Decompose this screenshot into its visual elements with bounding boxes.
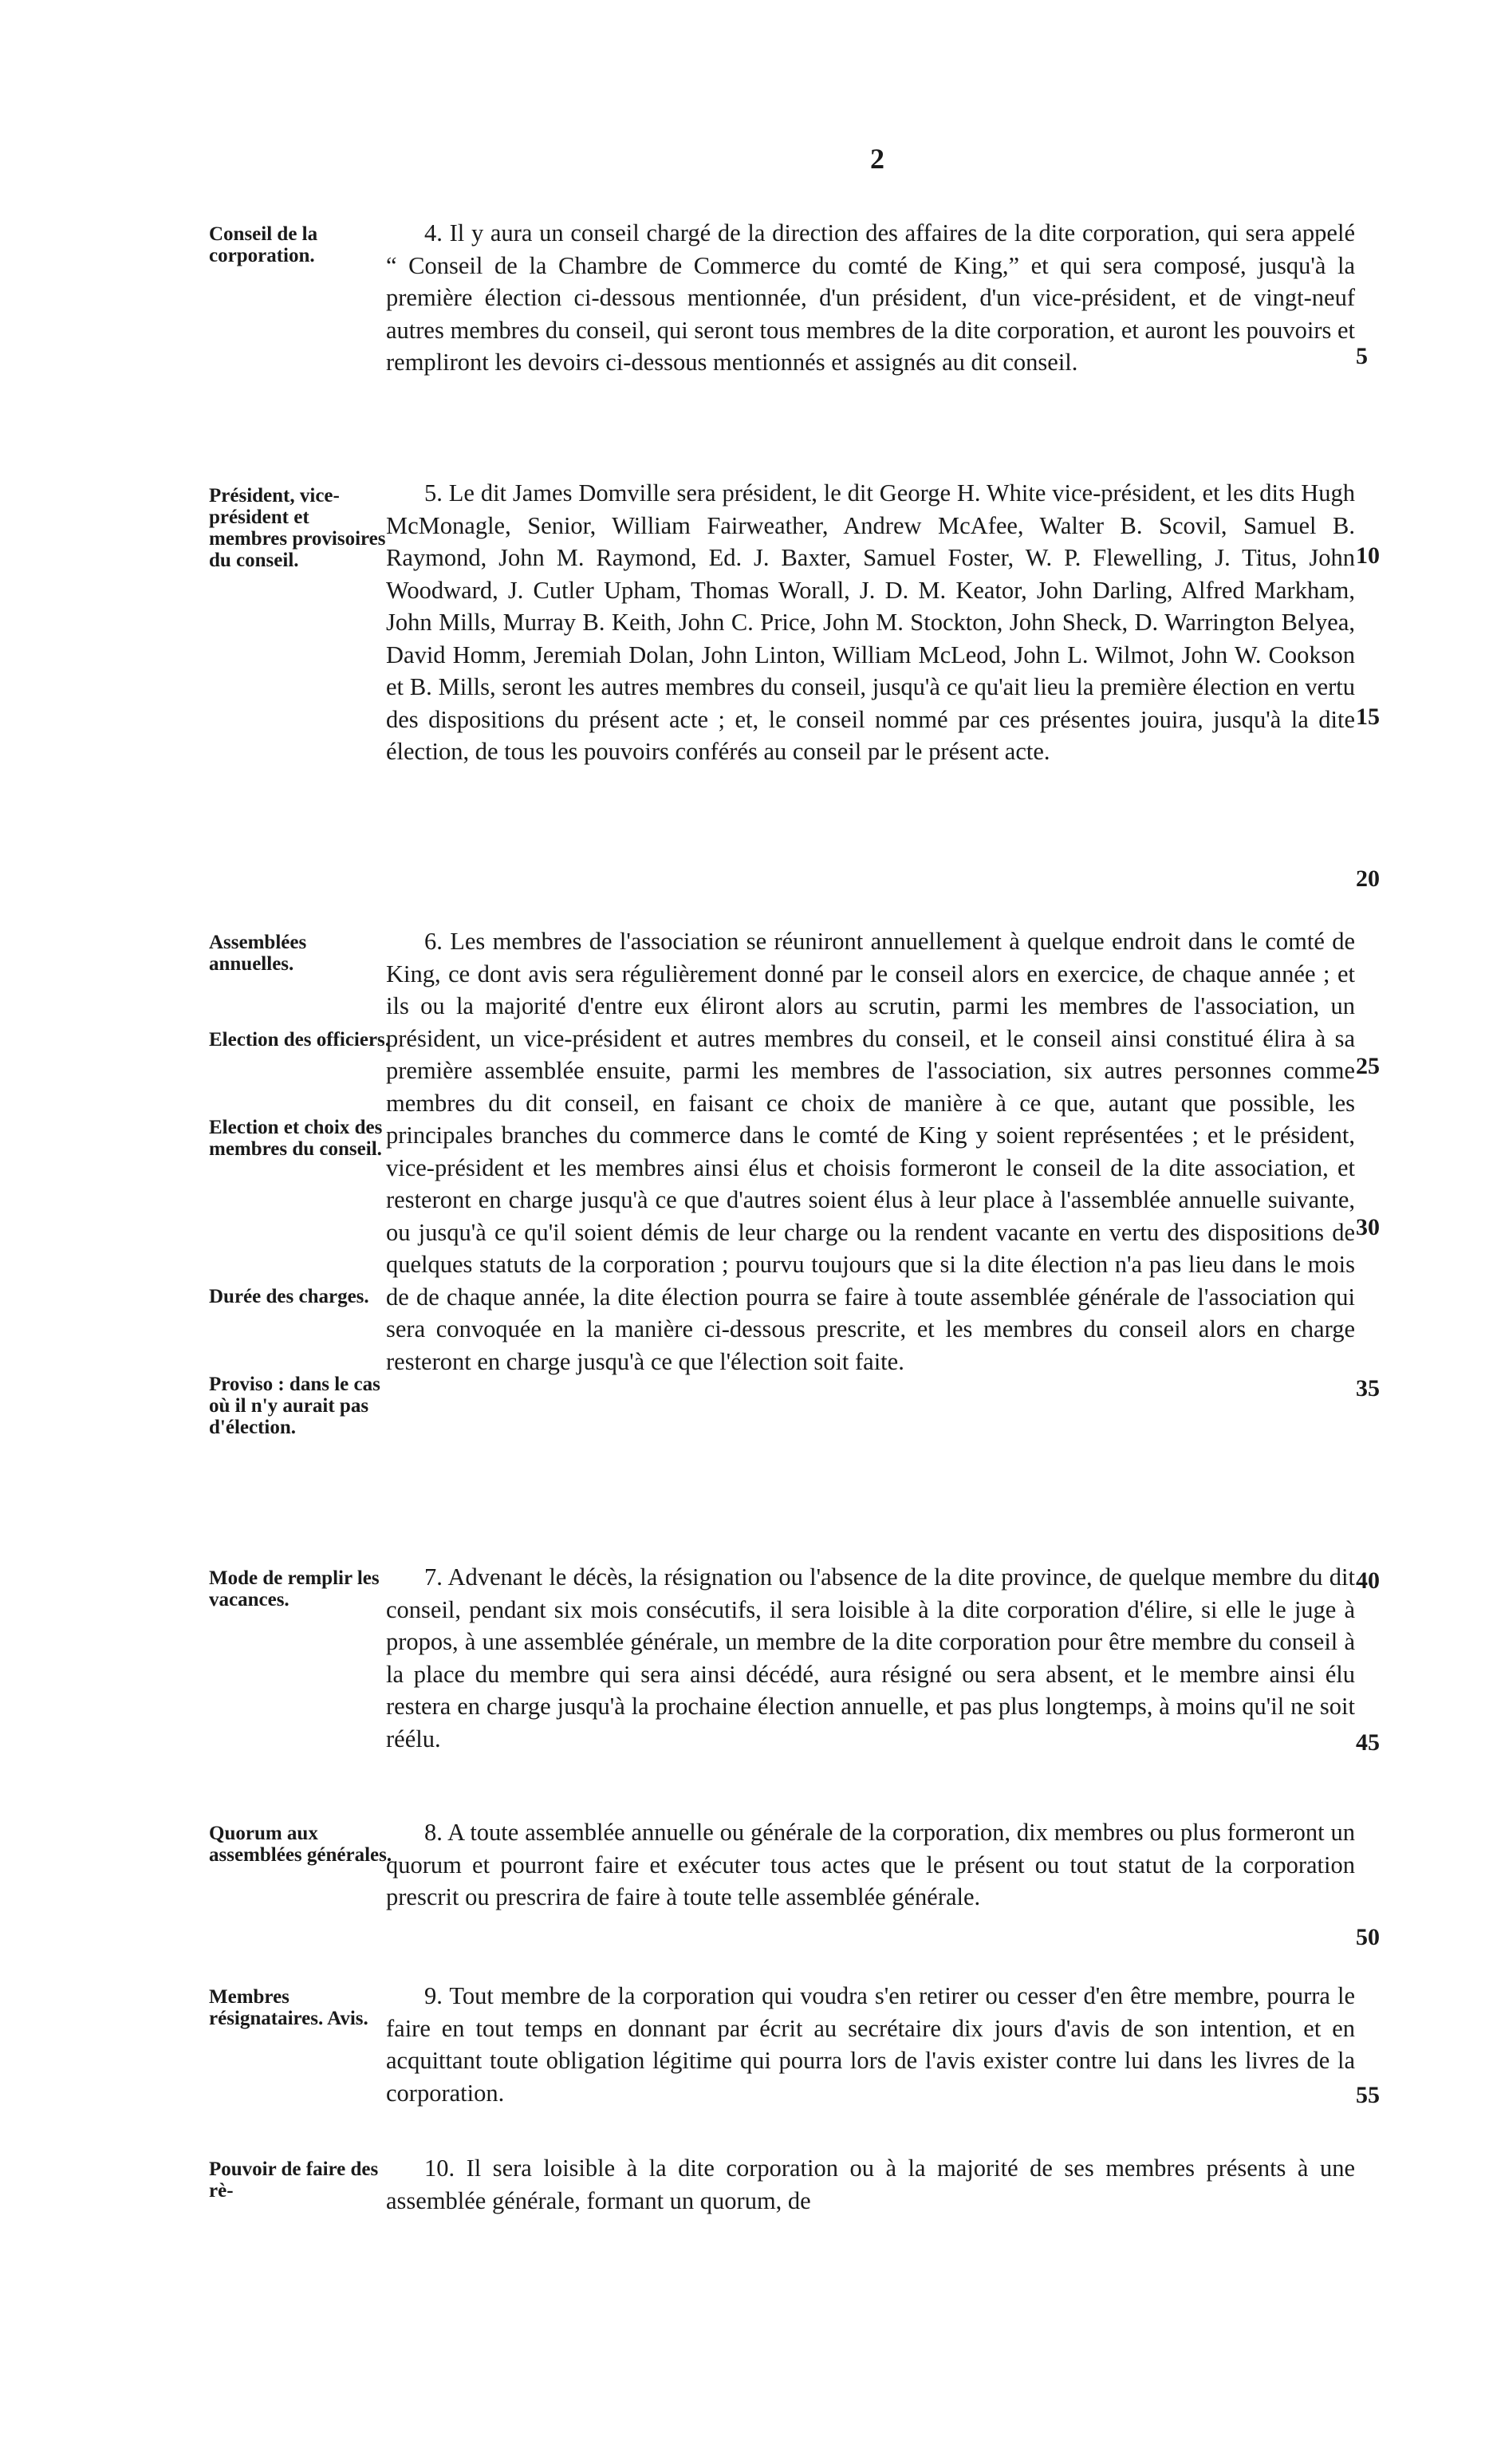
sidenote-membres-resignataires: Membres résignataires. Avis. [209, 1986, 368, 2029]
paragraph-6 [386, 925, 1355, 1378]
paragraph-4 [386, 217, 1355, 379]
sidenote-vacances: Mode de remplir les vacances. [209, 1567, 380, 1610]
page-number: 2 [870, 143, 884, 175]
paragraph-5-text: 5. Le dit James Domville sera président, le dit George H. White vice-président, et les dits Hugh McMonagle, Senior, William Fairweather, Andrew McAfee, Walter B. Scovil, Samuel B. Raymond, John M. Raymond, Ed. J. Baxter, Samuel Foster, W. P. Flewelling, J. Titus, John Woodward, J. Cutler Upham, Thomas Worall, J. D. M. Keator, John Darling, Alfred Markham, John Mills, Murray B. Keith, John C. Price, John M. Stockton, John Sheck, D. Warrington Belyea, David Homm, Jeremiah Dolan, John Linton, William McLeod, John L. Wilmot, John W. Cookson et B. Mills, seront les autres membres du conseil, jusqu'à ce qu'ait lieu la première élection en vertu des dispositions du présent acte ; et, le conseil nommé par ces présentes jouira, jusqu'à la dite élection, de tous les pouvoirs conférés au conseil par le présent acte. [386, 479, 1355, 765]
sidenote-election-officiers: Election des officiers. [209, 1029, 391, 1051]
paragraph-8-text: 8. A toute assemblée annuelle ou générale de la corporation, dix membres ou plus formeront un quorum et pourront faire et exécuter tous actes que le présent ou tout statut de la corporation prescrit ou prescrira de faire à toute telle assemblée générale. [386, 1819, 1355, 1910]
line-number: 55 [1356, 2082, 1380, 2108]
line-number: 45 [1356, 1729, 1380, 1756]
sidenote-quorum: Quorum aux assemblées générales. [209, 1823, 392, 1866]
paragraph-9 [386, 1980, 1355, 2109]
paragraph-10-text: 10. Il sera loisible à la dite corporation ou à la majorité de ses membres présents à une assemblée générale, formant un quorum, de [386, 2155, 1355, 2214]
sidenote-proviso: Proviso : dans le cas où il n'y aurait pas d'élection. [209, 1374, 380, 1438]
paragraph-5 [386, 477, 1355, 768]
line-number: 10 [1356, 542, 1380, 569]
paragraph-4-text: 4. Il y aura un conseil chargé de la direction des affaires de la dite corporation, qui sera appelé “ Conseil de la Chambre de Commerce du comté de King,” et qui sera composé, jusqu'à la première élection ci-dessous mentionnée, d'un président, d'un vice-président, et de vingt-neuf autres membres du conseil, qui seront tous membres de la dite corporation, et auront les pouvoirs et rempliront les devoirs ci-dessous mentionnés et assignés au dit conseil. [386, 219, 1355, 376]
paragraph-7-text: 7. Advenant le décès, la résignation ou l'absence de la dite province, de quelque membre du dit conseil, pendant six mois consécutifs, il sera loisible à la dite corporation d'élire, si elle le juge à propos, à une assemblée générale, un membre de la dite corporation pour être membre du conseil à la place du membre qui sera ainsi décédé, aura résigné ou sera absent, et le membre ainsi élu restera en charge jusqu'à la prochaine élection annuelle, et pas plus longtemps, à moins qu'il ne soit réélu. [386, 1563, 1355, 1752]
sidenote-conseil: Conseil de la corporation. [209, 223, 318, 266]
line-number: 25 [1356, 1053, 1380, 1079]
sidenote-election-membres: Election et choix des membres du conseil. [209, 1117, 383, 1160]
line-number: 5 [1356, 343, 1368, 369]
line-number: 50 [1356, 1924, 1380, 1950]
line-number: 20 [1356, 865, 1380, 892]
line-number: 30 [1356, 1214, 1380, 1240]
paragraph-10 [386, 2152, 1355, 2217]
sidenote-duree: Durée des charges. [209, 1286, 369, 1307]
sidenote-assemblees: Assemblées annuelles. [209, 932, 307, 975]
line-number: 15 [1356, 704, 1380, 730]
line-number: 35 [1356, 1375, 1380, 1402]
paragraph-6-text: 6. Les membres de l'association se réuniront annuellement à quelque endroit dans le comté de King, ce dont avis sera régulièrement donné par le conseil alors en exercice, de chaque année ; et ils ou la majorité d'entre eux éliront alors au scrutin, parmi les membres de l'association, un président, un vice-président et autres membres du conseil, et le conseil ainsi constitué élira à sa première assemblée ensuite, parmi les membres de l'association, six autres personnes comme membres du dit conseil, en faisant ce choix de manière à ce que, autant que possible, les principales branches du commerce dans le comté de King y soient représentées ; et le président, vice-président et les membres ainsi élus et choisis formeront le conseil de la dite association, et resteront en charge jusqu'à ce que d'autres soient élus à leur place à l'assemblée annuelle suivante, ou jusqu'à ce qu'il soient démis de leur charge ou la rendent vacante en vertu des dispositions de quelques statuts de la corporation ; pourvu toujours que si la dite élection n'a pas lieu dans le mois de de chaque année, la dite élection pourra se faire à toute assemblée générale de l'association qui sera convoquée en la manière ci-dessous prescrite, et les membres du conseil alors en charge resteront en charge jusqu'à ce que l'élection soit faite. [386, 928, 1355, 1375]
paragraph-8 [386, 1816, 1355, 1914]
line-number: 40 [1356, 1567, 1380, 1594]
paragraph-9-text: 9. Tout membre de la corporation qui voudra s'en retirer ou cesser d'en être membre, pourra le faire en tout temps en donnant par écrit au secrétaire dix jours d'avis de son intention, et en acquittant toute obligation légitime qui pourra lors de l'avis exister contre lui dans les livres de la corporation. [386, 1982, 1355, 2107]
sidenote-president: Président, vice-président et membres provisoires du conseil. [209, 485, 386, 571]
sidenote-pouvoir: Pouvoir de faire des rè- [209, 2158, 379, 2202]
paragraph-7 [386, 1561, 1355, 1755]
